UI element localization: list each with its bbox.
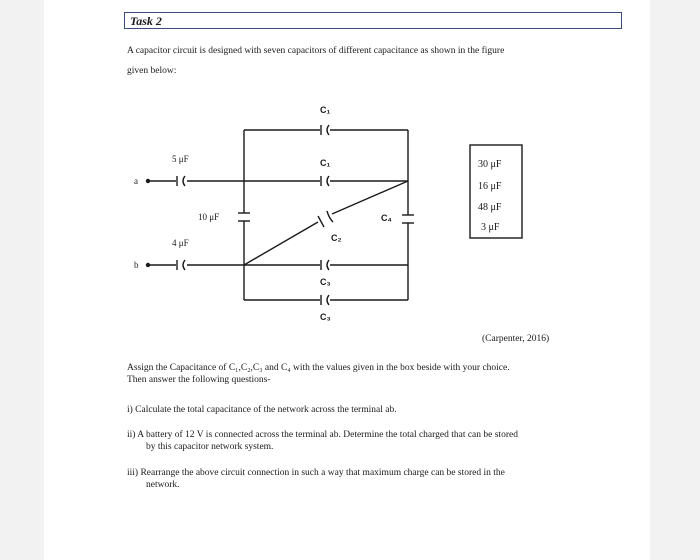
c2-label: C₂: [331, 233, 342, 243]
question-3-line-1: iii) Rearrange the above circuit connection in such a way that maximum charge can be stored in the: [127, 468, 505, 478]
instruction-line-1: Assign the Capacitance of C₁,C₂,C₃ and C₄ with the values given in the box beside with your choice.: [127, 363, 510, 373]
terminal-a-label: a: [134, 176, 138, 186]
task-title: Task 2: [130, 14, 162, 28]
cap-4uF-label: 4 μF: [172, 238, 189, 248]
question-2-line-2: by this capacitor network system.: [146, 442, 274, 452]
c4-label: C₄: [381, 213, 392, 223]
box-value-1: 30 μF: [478, 159, 502, 170]
c3-mid-label: C₃: [320, 277, 331, 287]
cap-10uF-label: 10 μF: [198, 212, 220, 222]
c1-top-label: C₁: [320, 105, 331, 115]
citation: (Carpenter, 2016): [482, 334, 550, 344]
c3-bottom-label: C₃: [320, 312, 331, 322]
question-2-line-1: ii) A battery of 12 V is connected across the terminal ab. Determine the total charged that can be stored: [127, 430, 518, 440]
box-value-3: 48 μF: [478, 202, 502, 213]
intro-line-1: A capacitor circuit is designed with seven capacitors of different capacitance as shown in the figure: [127, 46, 505, 56]
c1-mid-label: C₁: [320, 158, 331, 168]
question-1: i) Calculate the total capacitance of the network across the terminal ab.: [127, 405, 397, 415]
terminal-b-label: b: [134, 260, 139, 270]
question-3-line-2: network.: [146, 480, 180, 490]
instruction-line-2: Then answer the following questions-: [127, 375, 271, 385]
intro-line-2: given below:: [127, 66, 177, 76]
box-value-2: 16 μF: [478, 181, 502, 192]
box-value-4: 3 μF: [481, 222, 500, 233]
cap-5uF-label: 5 μF: [172, 154, 189, 164]
